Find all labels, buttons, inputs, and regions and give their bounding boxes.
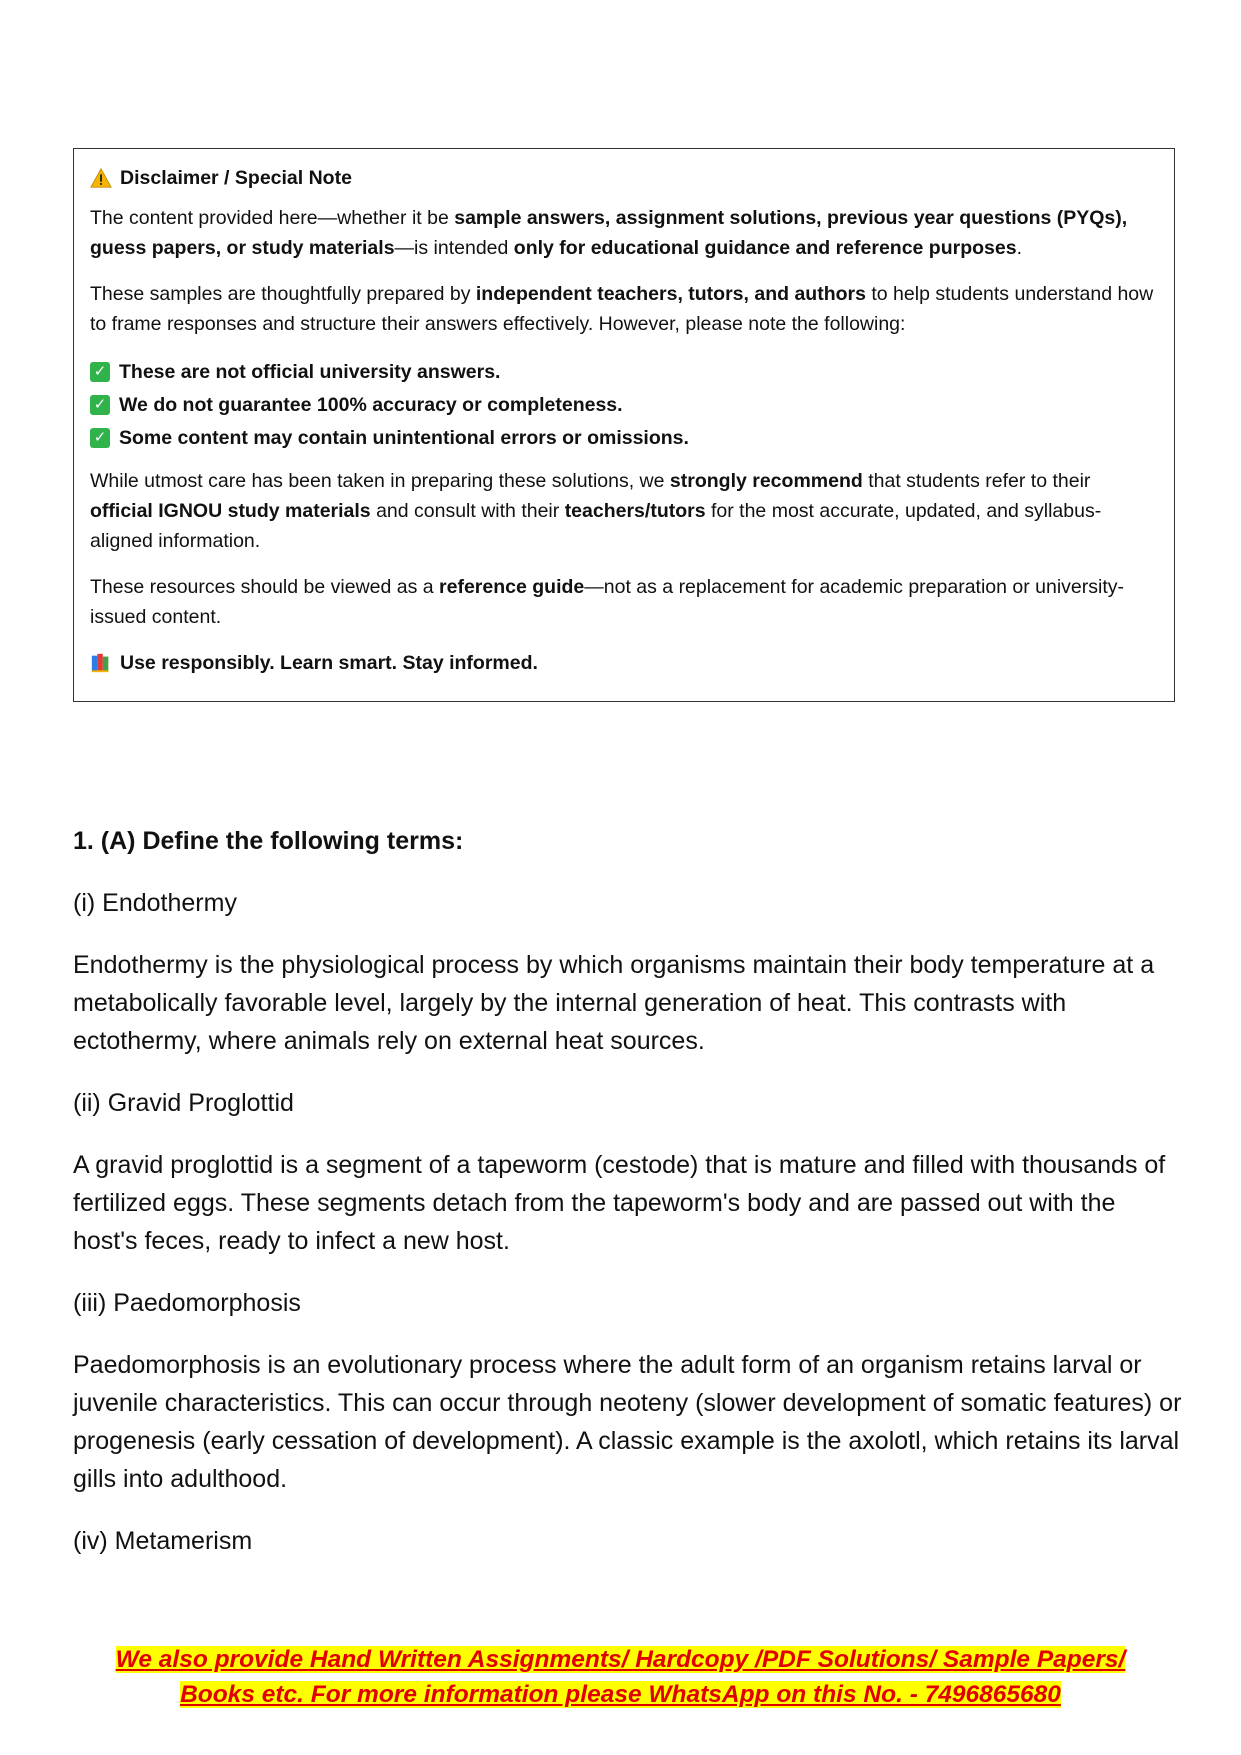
promo-line-1: We also provide Hand Written Assignments/ Hardcopy /PDF Solutions/ Sample Papers/ [115, 1646, 1126, 1673]
p3-bold-f: teachers/tutors [564, 500, 706, 522]
check-item [90, 388, 1158, 421]
p1-bold-b: sample answers, assignment solutions, previous year questions (PYQs), guess papers, or study materials [90, 207, 1128, 259]
term-label: (i) Endothermy [73, 889, 237, 917]
check-box-icon: ✓ [90, 395, 110, 415]
promo-banner [0, 1642, 1241, 1712]
p3-text-a: While utmost care has been taken in preparing these solutions, we [90, 470, 670, 492]
check-item-text: We do not guarantee 100% accuracy or completeness. [119, 393, 623, 416]
disclaimer-footer [90, 648, 1158, 678]
disclaimer-title-row [90, 163, 1158, 193]
promo-line-2: Books etc. For more information please WhatsApp on this No. - 7496865680 [180, 1681, 1061, 1708]
check-item-text: These are not official university answers. [119, 360, 501, 383]
question-section [73, 822, 1183, 1584]
p3-text-e: and consult with their [370, 500, 565, 522]
p2-text-c: to help students understand how to frame responses and structure their answers effectively. However, please note the following: [90, 283, 1154, 335]
warning-icon [90, 167, 112, 189]
check-item [90, 355, 1158, 388]
disclaimer-paragraph-4 [90, 572, 1158, 632]
disclaimer-title: Disclaimer / Special Note [120, 167, 352, 189]
p1-text-a: The content provided here—whether it be [90, 207, 455, 229]
p3-bold-b: strongly recommend [669, 470, 863, 492]
p3-text-g: for the most accurate, updated, and syllabus-aligned information. [90, 500, 1102, 552]
p1-text-e: . [1016, 237, 1023, 259]
p4-bold-b: reference guide [439, 576, 585, 598]
disclaimer-box [73, 148, 1175, 702]
term-label: (iv) Metamerism [73, 1527, 253, 1555]
check-item [90, 421, 1158, 454]
p1-text-c: —is intended [394, 237, 514, 259]
disclaimer-footer-text: Use responsibly. Learn smart. Stay informed. [120, 652, 538, 674]
term-label: (ii) Gravid Proglottid [73, 1089, 294, 1117]
p3-text-c: that students refer to their [862, 470, 1091, 492]
p2-bold-b: independent teachers, tutors, and authors [475, 283, 866, 305]
term-definition: Paedomorphosis is an evolutionary process where the adult form of an organism retains larval or juvenile characteristics. This can occur through neoteny (slower development of somatic features) or progenesis (early cessation of development). A classic example is the axolotl, which retains its larval gills into adulthood. [73, 1351, 1182, 1493]
term-definition: A gravid proglottid is a segment of a tapeworm (cestode) that is mature and filled with thousands of fertilized eggs. These segments detach from the tapeworm's body and are passed out with the host's feces, ready to infect a new host. [73, 1151, 1166, 1255]
disclaimer-paragraph-3 [90, 466, 1158, 556]
p1-bold-d: only for educational guidance and reference purposes [513, 237, 1017, 259]
p3-bold-d: official IGNOU study materials [90, 500, 371, 522]
check-box-icon: ✓ [90, 362, 110, 382]
term-label: (iii) Paedomorphosis [73, 1289, 301, 1317]
check-item-text: Some content may contain unintentional errors or omissions. [119, 426, 689, 449]
disclaimer-paragraph-1 [90, 203, 1158, 263]
term-definition: Endothermy is the physiological process by which organisms maintain their body temperature at a metabolically favorable level, largely by the internal generation of heat. This contrasts with ectothermy, where animals rely on external heat sources. [73, 951, 1155, 1055]
p4-text-a: These resources should be viewed as a [90, 576, 440, 598]
question-title: 1. (A) Define the following terms: [73, 827, 464, 855]
disclaimer-paragraph-2 [90, 279, 1158, 339]
books-icon [90, 652, 112, 674]
p2-text-a: These samples are thoughtfully prepared by [90, 283, 476, 305]
p4-text-c: —not as a replacement for academic preparation or university-issued content. [90, 576, 1125, 628]
check-list [90, 355, 1158, 454]
check-box-icon: ✓ [90, 428, 110, 448]
